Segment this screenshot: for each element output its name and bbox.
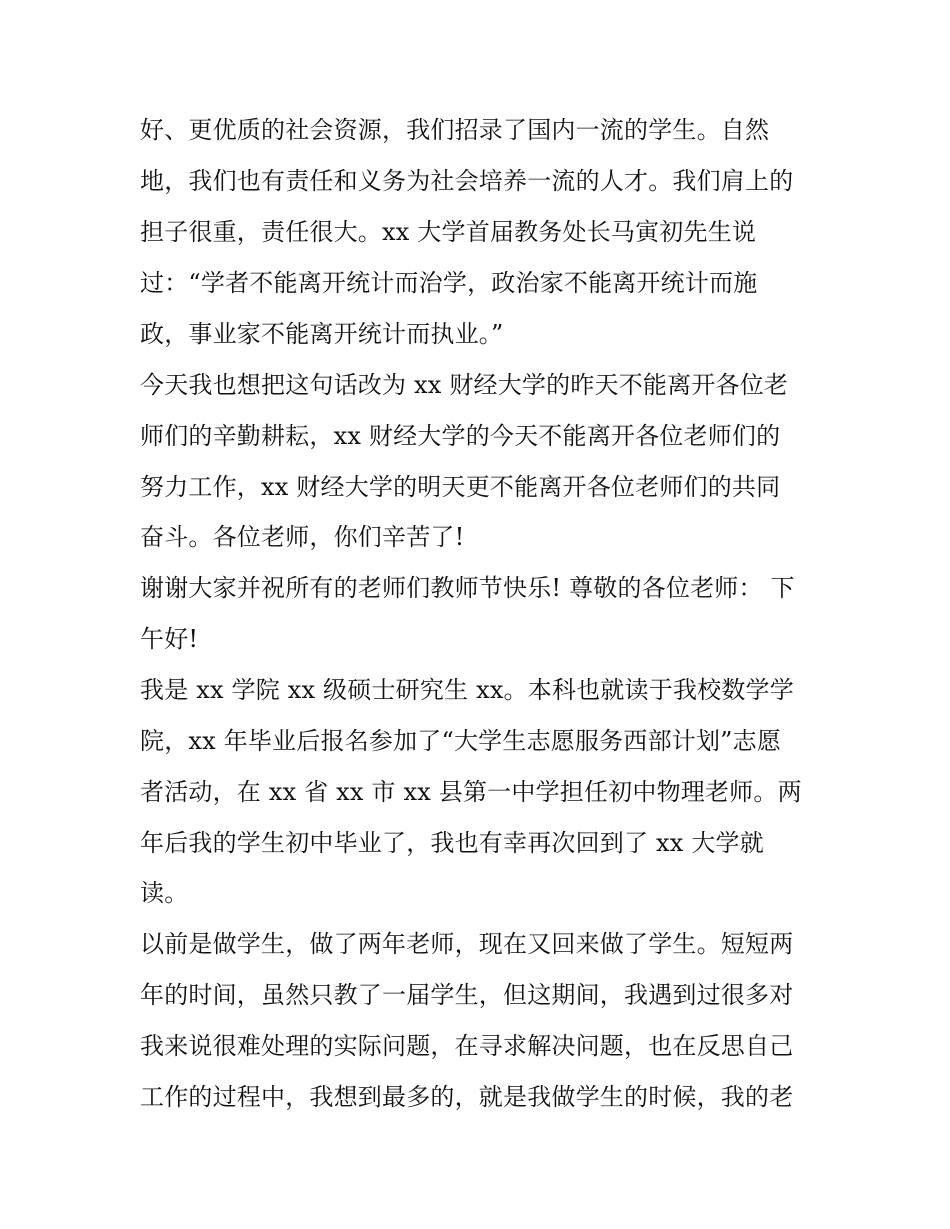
text-line: 奋斗。各位老师，你们辛苦了! [140,523,465,551]
text-line: 读。 [140,879,189,907]
text-line: 努力工作，xx 财经大学的明天更不能离开各位老师们的共同 [140,473,781,501]
text-line: 院，xx 年毕业后报名参加了“大学生志愿服务西部计划”志愿 [140,727,782,755]
text-line: 者活动，在 xx 省 xx 市 xx 县第一中学担任初中物理老师。两 [140,778,802,806]
text-line: 政，事业家不能离开统计而执业。” [140,320,504,348]
text-line: 年后我的学生初中毕业了，我也有幸再次回到了 xx 大学就 [140,829,764,857]
text-line: 我是 xx 学院 xx 级硕士研究生 xx。本科也就读于我校数学学 [140,676,794,704]
text-line: 谢谢大家并祝所有的老师们教师节快乐! 尊敬的各位老师： 下 [140,574,795,602]
text-line: 工作的过程中，我想到最多的，就是我做学生的时候，我的老 [140,1083,794,1111]
text-line: 以前是做学生，做了两年老师，现在又回来做了学生。短短两 [140,930,794,958]
text-line: 担子很重，责任很大。xx 大学首届教务处长马寅初先生说 [140,218,757,246]
text-line: 午好! [140,625,199,653]
text-line: 我来说很难处理的实际问题，在寻求解决问题，也在反思自己 [140,1032,794,1060]
text-line: 师们的辛勤耕耘，xx 财经大学的今天不能离开各位老师们的 [140,422,781,450]
text-line: 今天我也想把这句话改为 xx 财经大学的昨天不能离开各位老 [140,371,789,399]
text-line: 地，我们也有责任和义务为社会培养一流的人才。我们肩上的 [140,167,794,195]
text-line: 年的时间，虽然只教了一届学生，但这期间，我遇到过很多对 [140,981,794,1009]
text-line: 好、更优质的社会资源，我们招录了国内一流的学生。自然 [140,116,770,144]
text-line: 过：“学者不能离开统计而治学，政治家不能离开统计而施 [140,269,758,297]
